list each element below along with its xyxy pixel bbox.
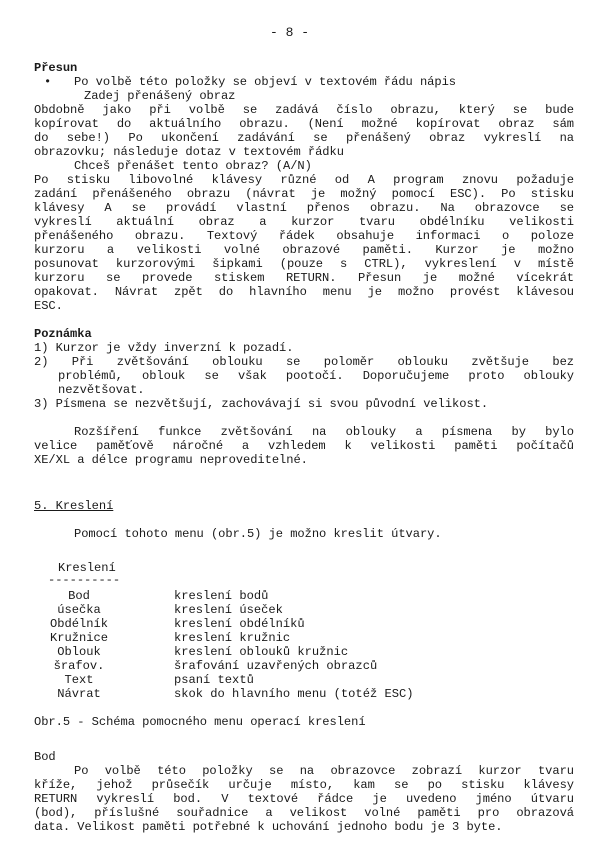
paragraph-line: XE/XL a délce programu neproveditelné. (34, 453, 308, 467)
paragraph-line: Rozšíření funkce zvětšování na oblouky a písmena by bylo (74, 425, 574, 439)
menu-command: úsečka (57, 603, 101, 617)
paragraph-line: kurzoru se provede stiskem RETURN. Přesun je možné vícekrát (34, 271, 574, 285)
prompt-line: Zadej přenášený obraz (84, 89, 236, 103)
menu-command: šrafov. (53, 659, 105, 673)
paragraph-line: vykreslí aktuální obraz a kurzor tvaru obdélníku velikosti (34, 215, 574, 229)
paragraph-line: kopírovat do aktuálního obrazu. (Není možné kopírovat obraz sám (34, 117, 574, 131)
paragraph-line: ESC. (34, 299, 63, 313)
menu-description: kreslení obdélníků (174, 617, 305, 631)
note-item-cont: nezvětšovat. (58, 383, 145, 397)
paragraph-line: klávesy A se provádí vlastní přenos obrazu. Na obrazovce se (34, 201, 574, 215)
menu-command: Obdélník (49, 617, 109, 631)
note-item: 2) Při zvětšování oblouku se poloměr oblouku zvětšuje bez (34, 355, 574, 369)
menu-title: Kreslení (58, 561, 116, 575)
menu-description: šrafování uzavřených obrazců (174, 659, 378, 673)
prompt-line: Chceš přenášet tento obraz? (A/N) (74, 159, 312, 173)
paragraph-line: kurzoru a velikosti volné obrazové paměti. Kurzor je možno (34, 243, 574, 257)
paragraph-line: RETURN vykreslí bod. V textové řádce je uvedeno jméno útvaru (34, 792, 574, 806)
paragraph-line: Obdobně jako při volbě se zadává číslo obrazu, který se bude (34, 103, 574, 117)
paragraph-line: přenášeného obrazu. Textový řádek obsahuje informaci o poloze (34, 229, 574, 243)
paragraph-line: opakovat. Návrat zpět do hlavního menu je možno provést klávesou (34, 285, 574, 299)
figure-caption: Obr.5 - Schéma pomocného menu operací kreslení (34, 715, 366, 729)
paragraph-line: velice paměťově náročné a vzhledem k velikosti paměti počítačů (34, 439, 574, 453)
menu-description: kreslení oblouků kružnic (174, 645, 349, 659)
note-item-cont: problémů, oblouk se však pootočí. Doporučujeme proto oblouky (58, 369, 574, 383)
bullet-icon: • (44, 75, 52, 89)
menu-command: Návrat (57, 687, 101, 701)
note-item: 1) Kurzor je vždy inverzní k pozadí. (34, 341, 294, 355)
section-heading-poznamka: Poznámka (34, 327, 92, 341)
section-heading-presun: Přesun (34, 61, 78, 75)
menu-command: Kružnice (49, 631, 109, 645)
paragraph-line: posunovat kurzorovými šipkami (pouze s CTRL), vykreslení v místě (34, 257, 574, 271)
paragraph-line: Po volbě této položky se na obrazovce zobrazí kurzor tvaru (74, 764, 574, 778)
section-heading-bod: Bod (34, 750, 56, 764)
paragraph-line: do sebe!) Po ukončení zadávání se přenášený obraz vykreslí na (34, 131, 574, 145)
paragraph-line: Po volbě této položky se objeví v textovém řádu nápis (74, 75, 456, 89)
paragraph-line: zadání přenášeného obrazu (návrat je možný pomocí ESC). Po stisku (34, 187, 574, 201)
paragraph-line: kříže, jehož průsečík určuje místo, kam se po stisku klávesy (34, 778, 574, 792)
menu-description: kreslení úseček (174, 603, 283, 617)
menu-command: Text (64, 673, 94, 687)
paragraph-line: obrazovku; následuje dotaz v textovém řádku (34, 145, 344, 159)
paragraph-line: (bod), příslušné souřadnice a velikost volné paměti pro obrazová (34, 806, 574, 820)
menu-rule: ---------- (48, 573, 121, 587)
page-number: - 8 - (270, 25, 310, 40)
menu-description: kreslení kružnic (174, 631, 291, 645)
menu-description: skok do hlavního menu (totéž ESC) (174, 687, 414, 701)
paragraph-line: Po stisku libovolné klávesy různé od A program znovu požaduje (34, 173, 574, 187)
menu-description: kreslení bodů (174, 589, 269, 603)
menu-description: psaní textů (174, 673, 254, 687)
paragraph-line: data. Velikost paměti potřebné k uchování jednoho bodu je 3 byte. (34, 820, 503, 834)
section-heading-kresleni: 5. Kreslení (34, 499, 114, 513)
note-item: 3) Písmena se nezvětšují, zachovávají si svou původní velikost. (34, 397, 489, 411)
menu-command: Bod (68, 589, 90, 603)
paragraph-line: Pomocí tohoto menu (obr.5) je možno kreslit útvary. (74, 527, 442, 541)
menu-command: Oblouk (57, 645, 101, 659)
